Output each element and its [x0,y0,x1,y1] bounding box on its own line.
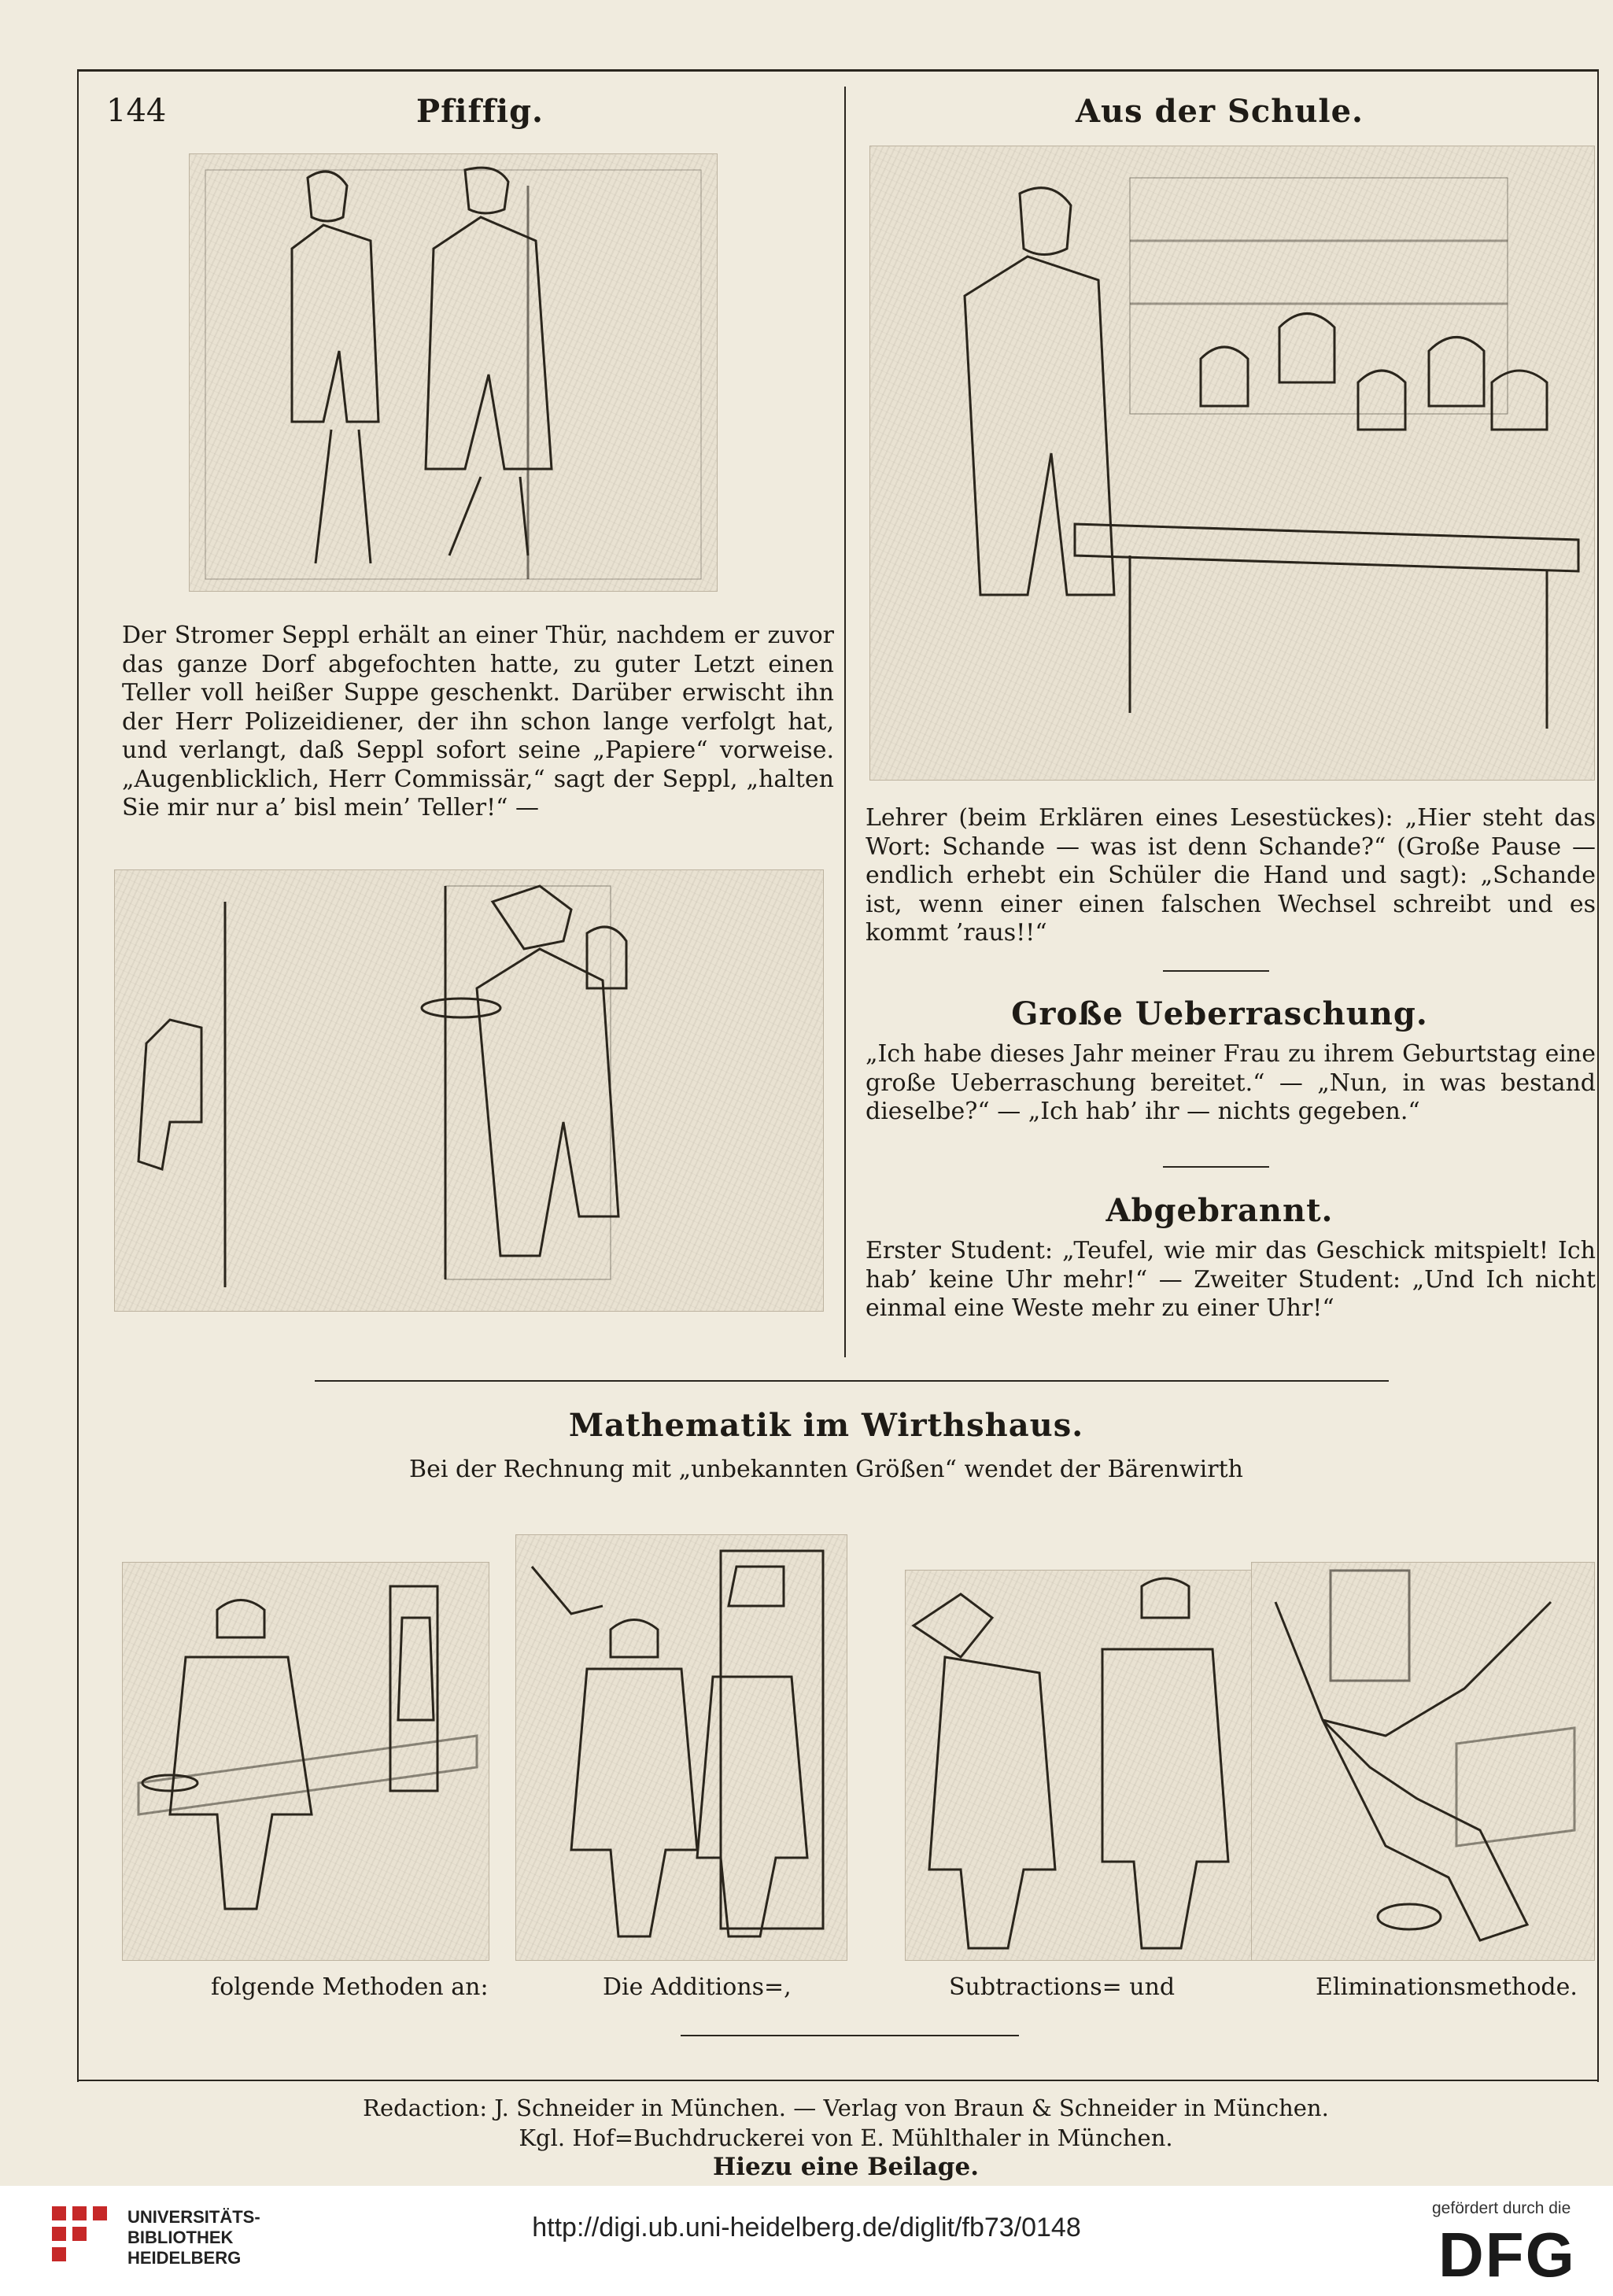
subtitle-mathematik: Bei der Rechnung mit „unbekannten Größen“ wendet der Bärenwirth [409,1456,1243,1483]
illustration-elimination [1251,1562,1595,1961]
illustration-classroom [869,146,1595,781]
permalink-url[interactable]: http://digi.ub.uni-heidelberg.de/diglit/fb73/0148 [532,2213,1081,2242]
dfg-logo[interactable]: DFG [1438,2220,1576,2290]
rule-after-aus-der-schule [1163,970,1269,972]
page-number: 144 [106,93,167,129]
funding-note: gefördert durch die [1432,2199,1571,2217]
illustration-vagrant-policeman [189,153,718,592]
paragraph-pfiffig: Der Stromer Seppl erhält an einer Thür, nachdem er zuvor das ganze Dorf abgefochten hatte, zu guter Letzt einen Teller voll heißer Suppe geschenkt. Darüber erwischt ihn der Herr Polizeidiener, der ihn schon lange verfolgt hat, und verlangt, daß Seppl sofort seine „Papiere“ vorweise. „Augenblicklich, Herr Commissär,“ sagt der Seppl, „halten Sie mir nur a’ bisl mein’ Teller!“ — [122,622,834,821]
footer-printer: Kgl. Hof=Buchdruckerei von E. Mühlthaler in München. [519,2124,1173,2151]
title-mathematik: Mathematik im Wirthshaus. [568,1407,1084,1444]
illustration-subtraction [905,1570,1261,1961]
caption-elimination: Eliminationsmethode. [1316,1973,1578,2001]
title-abgebrannt: Abgebrannt. [1105,1192,1334,1229]
caption-methods: folgende Methoden an: [211,1973,489,2001]
logo-text: UNIVERSITÄTS- BIBLIOTHEK HEIDELBERG [127,2207,260,2268]
illustration-subtraction-start [515,1534,847,1961]
illustration-policeman-plate [114,869,824,1312]
column-divider [844,87,846,1357]
paragraph-aus-der-schule: Lehrer (beim Erklären eines Lesestückes): „Hier steht das Wort: Schande — was ist denn Schande?“ (Große Pause — endlich erhebt ein Schüler die Hand und sagt): „Schande ist, wenn einer einen falschen Wechsel schreibt und es kommt ’raus!!“ [866,804,1596,947]
illustration-addition [122,1562,489,1961]
rule-after-mathematik [681,2035,1019,2036]
footer-redaction: Redaction: J. Schneider in München. — Verlag von Braun & Schneider in München. [363,2095,1329,2121]
footer-supplement: Hiezu eine Beilage. [712,2153,980,2181]
title-grosse-ueberraschung: Große Ueberraschung. [1011,995,1428,1032]
footer-rule [77,2080,1597,2081]
caption-addition: Die Additions=, [603,1973,792,2001]
caption-subtraction: Subtractions= und [949,1973,1176,2001]
paragraph-abgebrannt: Erster Student: „Teufel, wie mir das Geschick mitspielt! Ich hab’ keine Uhr mehr!“ — Zweiter Student: „Und Ich nicht einmal eine Weste mehr zu einer Uhr!“ [866,1237,1596,1322]
title-aus-der-schule: Aus der Schule. [1076,93,1364,130]
rule-after-ueberraschung [1163,1166,1269,1168]
title-pfiffig: Pfiffig. [416,93,544,130]
section-rule [315,1380,1389,1382]
paragraph-grosse-ueberraschung: „Ich habe dieses Jahr meiner Frau zu ihrem Geburtstag eine große Ueberraschung bereitet.“ — „Nun, in was bestand dieselbe?“ — „Ich hab’ ihr — nichts gegeben.“ [866,1040,1596,1125]
